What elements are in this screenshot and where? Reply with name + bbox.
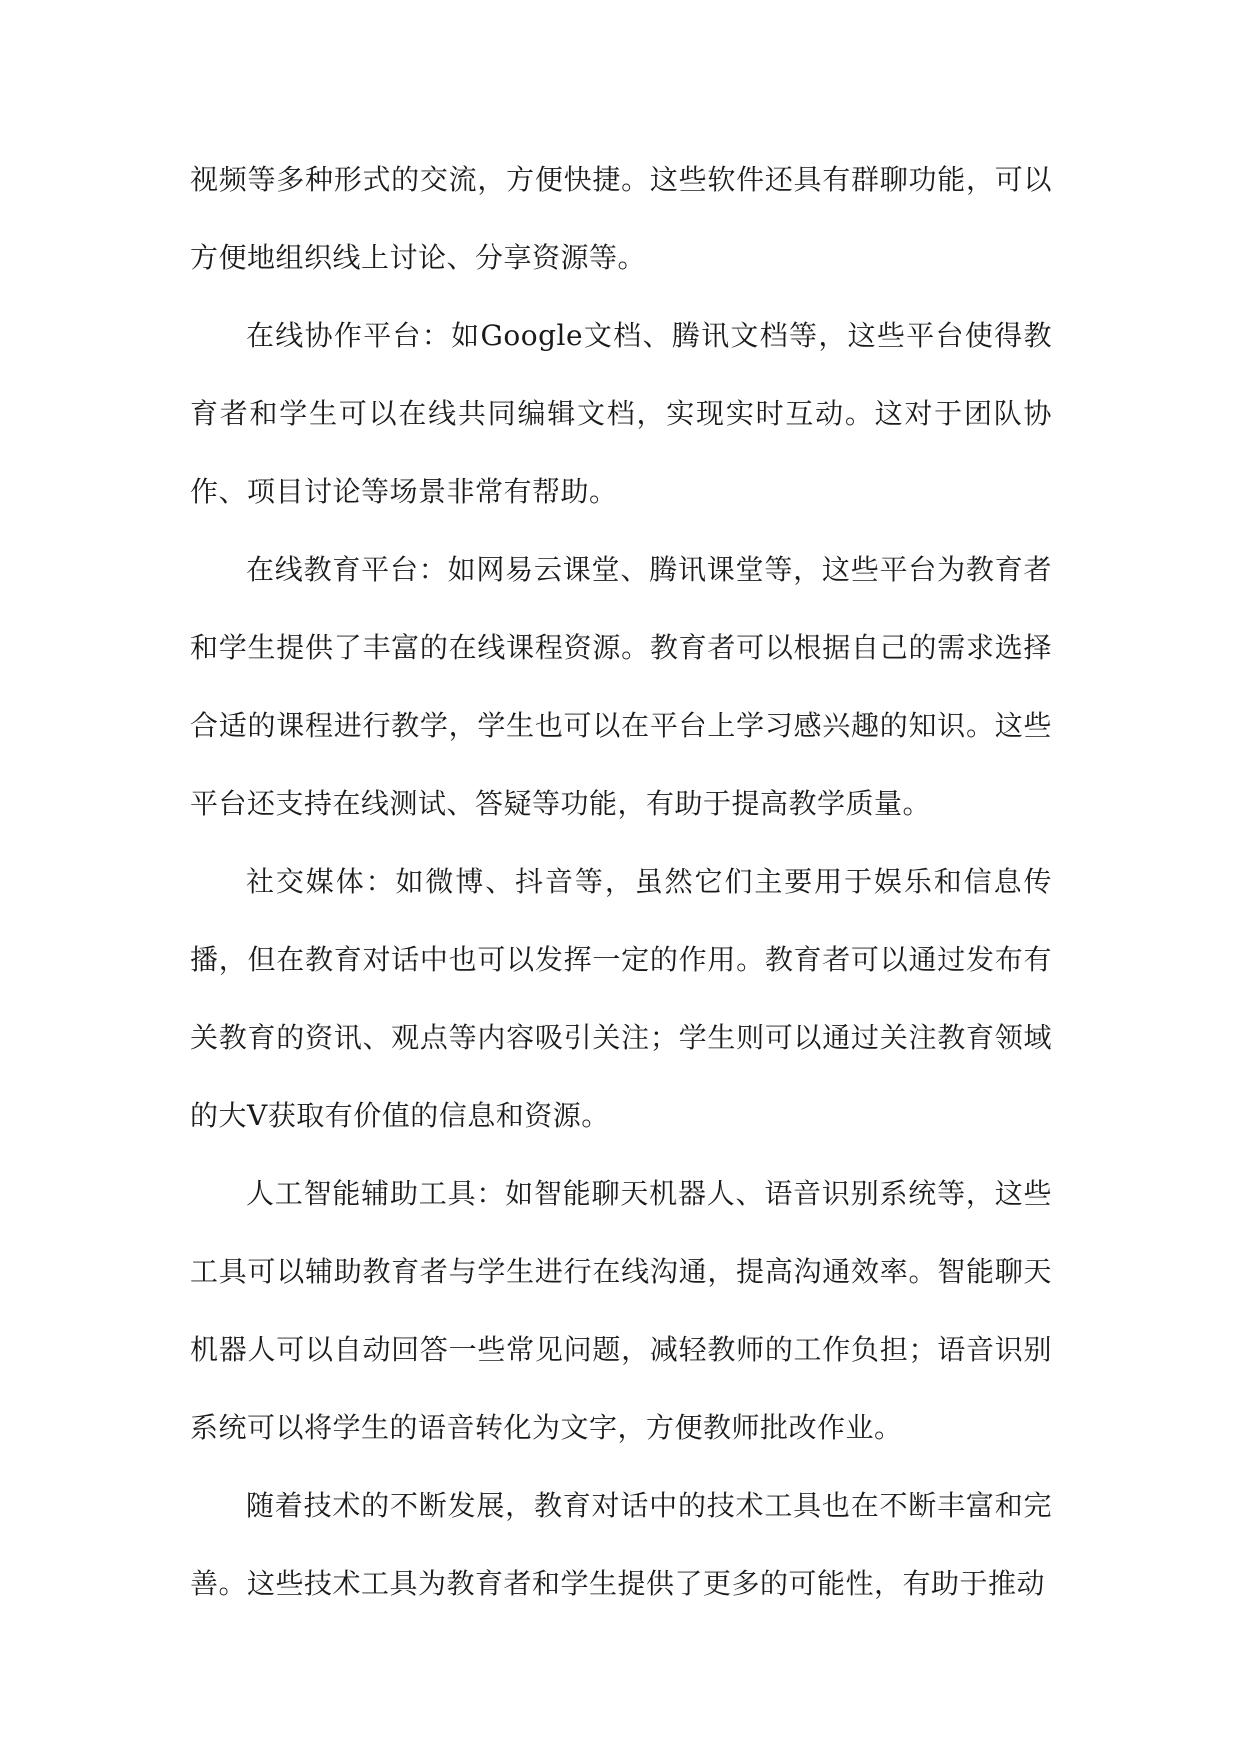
paragraph-continuation: 视频等多种形式的交流，方便快捷。这些软件还具有群聊功能，可以方便地组织线上讨论、分享资源等。 [190,163,1052,274]
document-body [190,141,1052,1623]
paragraph-social-media: 社交媒体：如微博、抖音等，虽然它们主要用于娱乐和信息传播，但在教育对话中也可以发挥一定的作用。教育者可以通过发布有关教育的资讯、观点等内容吸引关注；学生则可以通过关注教育领域的大V获取有价值的信息和资源。 [190,865,1052,1132]
paragraph-ai-tools: 人工智能辅助工具：如智能聊天机器人、语音识别系统等，这些工具可以辅助教育者与学生进行在线沟通，提高沟通效率。智能聊天机器人可以自动回答一些常见问题，减轻教师的工作负担；语音识别系统可以将学生的语音转化为文字，方便教师批改作业。 [190,1177,1052,1444]
paragraph-conclusion: 随着技术的不断发展，教育对话中的技术工具也在不断丰富和完善。这些技术工具为教育者和学生提供了更多的可能性，有助于推动 [190,1489,1052,1600]
paragraph-online-education: 在线教育平台：如网易云课堂、腾讯课堂等，这些平台为教育者和学生提供了丰富的在线课程资源。教育者可以根据自己的需求选择合适的课程进行教学，学生也可以在平台上学习感兴趣的知识。这些平台还支持在线测试、答疑等功能，有助于提高教学质量。 [190,553,1052,820]
paragraph-online-collaboration: 在线协作平台：如Google文档、腾讯文档等，这些平台使得教育者和学生可以在线共同编辑文档，实现实时互动。这对于团队协作、项目讨论等场景非常有帮助。 [190,319,1052,508]
